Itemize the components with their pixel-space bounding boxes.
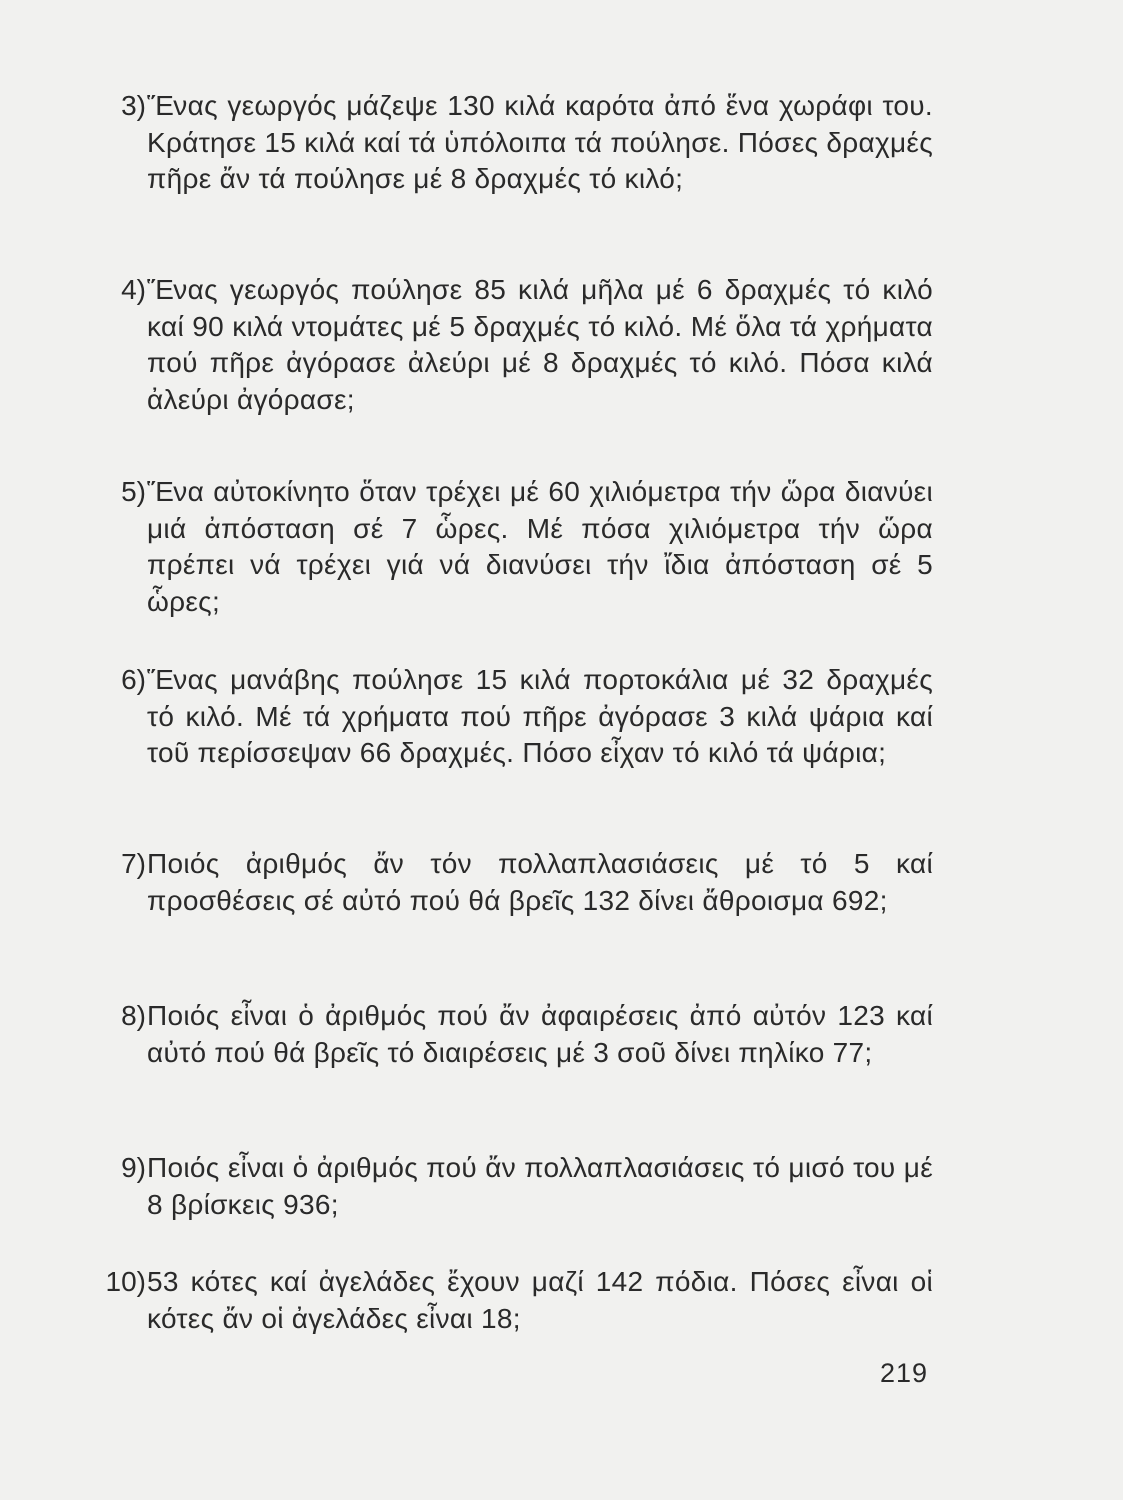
- problem-text: 53 κότες καί ἀγελάδες ἔχουν μαζί 142 πόδια. Πόσες εἶναι οἱ κότες ἄν οἱ ἀγελάδες εἶναι 18;: [147, 1266, 933, 1334]
- problem-text: Ποιός ἀριθμός ἄν τόν πολλαπλασιάσεις μέ τό 5 καί προσθέσεις σέ αὐτό πού θά βρεῖς 132 δίνει ἄθροισμα 692;: [147, 848, 933, 916]
- problem-number: 8): [121, 1000, 146, 1031]
- problem-number: 6): [121, 664, 146, 695]
- problem-number: 7): [121, 848, 146, 879]
- page-number: 219: [880, 1358, 929, 1388]
- problem-number: 10): [105, 1266, 146, 1297]
- problem-text: Ἕνας μανάβης πούλησε 15 κιλά πορτοκάλια μέ 32 δραχμές τό κιλό. Μέ τά χρήματα πού πῆρε ἀγόρασε 3 κιλά ψάρια καί τοῦ περίσσεψαν 66 δραχμές. Πόσο εἶχαν τό κιλό τά ψάρια;: [147, 664, 933, 768]
- problem-number: 3): [121, 90, 146, 121]
- problem-text: Ἕνας γεωργός πούλησε 85 κιλά μῆλα μέ 6 δραχμές τό κιλό καί 90 κιλά ντομάτες μέ 5 δραχμές τό κιλό. Μέ ὅλα τά χρήματα πού πῆρε ἀγόρασε ἀλεύρι μέ 8 δραχμές τό κιλό. Πόσα κιλά ἀλεύρι ἀγόρασε;: [147, 274, 933, 415]
- problem-text: Ἕνα αὐτοκίνητο ὅταν τρέχει μέ 60 χιλιόμετρα τήν ὥρα διανύει μιά ἀπόσταση σέ 7 ὧρες. Μέ πόσα χιλιόμετρα τήν ὥρα πρέπει νά τρέχει γιά νά διανύσει τήν ἴδια ἀπόσταση σέ 5 ὧρες;: [147, 476, 933, 617]
- problem-number: 4): [121, 274, 146, 305]
- problem-text: Ποιός εἶναι ὁ ἀριθμός πού ἄν ἀφαιρέσεις ἀπό αὐτόν 123 καί αὐτό πού θά βρεῖς τό διαιρέσεις μέ 3 σοῦ δίνει πηλίκο 77;: [147, 1000, 933, 1068]
- problem-text: Ποιός εἶναι ὁ ἀριθμός πού ἄν πολλαπλασιάσεις τό μισό του μέ 8 βρίσκεις 936;: [147, 1152, 933, 1220]
- problem-text: Ἕνας γεωργός μάζεψε 130 κιλά καρότα ἀπό ἕνα χωράφι του. Κράτησε 15 κιλά καί τά ὑπόλοιπα τά πούλησε. Πόσες δραχμές πῆρε ἄν τά πούλησε μέ 8 δραχμές τό κιλό;: [147, 90, 933, 194]
- problem-number: 5): [121, 476, 146, 507]
- problem-number: 9): [121, 1152, 146, 1183]
